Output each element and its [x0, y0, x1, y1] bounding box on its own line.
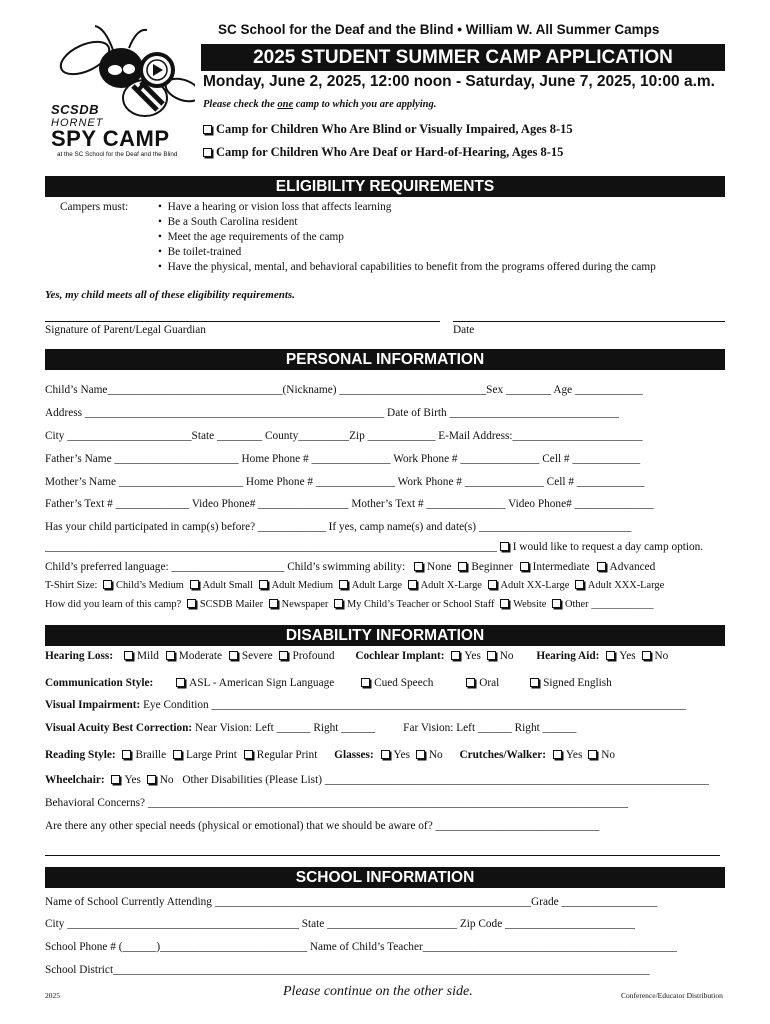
checkbox-crutches-no[interactable] — [588, 750, 597, 759]
checkbox-deaf[interactable] — [203, 148, 212, 157]
checkbox-hearing[interactable] — [279, 651, 288, 660]
camp-option-blind[interactable]: Camp for Children Who Are Blind or Visually Impaired, Ages 8-15 — [203, 122, 573, 137]
checkbox-swim-beginner[interactable] — [458, 562, 467, 571]
checkbox-wheelchair-yes[interactable] — [111, 775, 120, 784]
application-title: 2025 STUDENT SUMMER CAMP APPLICATION — [201, 44, 725, 71]
checkbox-aid-no[interactable] — [642, 651, 651, 660]
organization-header: SC School for the Deaf and the Blind • William W. All Summer Camps — [218, 22, 660, 37]
checkbox-reading[interactable] — [244, 750, 253, 759]
checkbox-swim-none[interactable] — [414, 562, 423, 571]
date-line[interactable] — [453, 321, 725, 322]
checkbox-learn[interactable] — [552, 599, 561, 608]
eligibility-confirm: Yes, my child meets all of these eligibility requirements. — [45, 289, 295, 301]
checkbox-tshirt[interactable] — [408, 580, 417, 589]
checkbox-crutches-yes[interactable] — [553, 750, 562, 759]
field-row-school-city[interactable]: City _________________________________________ State _______________________ Zip Code _______________________ — [45, 918, 635, 930]
checkbox-comm-cued[interactable] — [361, 678, 370, 687]
school-section-title: SCHOOL INFORMATION — [45, 867, 725, 888]
eligibility-section-title: ELIGIBILITY REQUIREMENTS — [45, 176, 725, 197]
checkbox-reading[interactable] — [173, 750, 182, 759]
checkbox-glasses-no[interactable] — [416, 750, 425, 759]
checkbox-comm-asl[interactable] — [176, 678, 185, 687]
field-row-special-needs[interactable]: Are there any other special needs (physical or emotional) that we should be aware of? _____________________________ — [45, 820, 600, 832]
field-row-prior-camp[interactable]: Has your child participated in camp(s) before? ____________ If yes, camp name(s) and date(s) ___________________________ — [45, 521, 632, 533]
field-row-reading[interactable]: Reading Style: Braille Large Print Regular Print Glasses: Yes No Crutches/Walker: Yes No — [45, 749, 615, 761]
logo-line-3: SPY CAMP — [51, 126, 170, 151]
checkbox-comm-signed[interactable] — [530, 678, 539, 687]
special-needs-extra-line[interactable] — [45, 855, 720, 856]
logo-line-1: SCSDB — [51, 102, 100, 117]
camp-option-deaf[interactable]: Camp for Children Who Are Deaf or Hard-of-Hearing, Ages 8-15 — [203, 145, 563, 160]
field-row-child-name[interactable]: Child’s Name_______________________________(Nickname) __________________________Sex ________ Age ____________ — [45, 384, 643, 396]
field-row-school-district[interactable]: School District_______________________________________________________________________________________________ — [45, 964, 650, 976]
field-row-school-name[interactable]: Name of School Currently Attending ________________________________________________________Grade _________________ — [45, 896, 658, 908]
eligibility-item: • Be toilet-trained — [158, 246, 242, 258]
checkbox-learn[interactable] — [500, 599, 509, 608]
personal-section-title: PERSONAL INFORMATION — [45, 349, 725, 370]
field-row-learn-of-camp[interactable]: How did you learn of this camp? SCSDB Mailer Newspaper My Child’s Teacher or School Staff Website Other ____________ — [45, 599, 654, 610]
field-row-school-phone[interactable]: School Phone # (______)__________________________ Name of Child’s Teacher_____________________________________________ — [45, 941, 677, 953]
checkbox-learn[interactable] — [269, 599, 278, 608]
date-label: Date — [453, 324, 475, 336]
checkbox-hearing[interactable] — [229, 651, 238, 660]
checkbox-swim-advanced[interactable] — [597, 562, 606, 571]
checkbox-tshirt[interactable] — [190, 580, 199, 589]
checkbox-tshirt[interactable] — [488, 580, 497, 589]
footer-continue: Please continue on the other side. — [283, 984, 473, 999]
checkbox-cochlear-yes[interactable] — [451, 651, 460, 660]
check-instructions: Please check the one camp to which you are applying. — [203, 99, 437, 110]
checkbox-learn[interactable] — [334, 599, 343, 608]
field-row-visual-impairment[interactable]: Visual Impairment: Eye Condition ____________________________________________________________________________________ — [45, 699, 686, 711]
checkbox-tshirt[interactable] — [259, 580, 268, 589]
eligibility-item: • Have the physical, mental, and behavioral capabilities to benefit from the programs offered during the camp — [158, 261, 656, 273]
disability-section-title: DISABILITY INFORMATION — [45, 625, 725, 646]
field-row-communication[interactable]: Communication Style: ASL - American Sign Language Cued Speech Oral Signed English — [45, 677, 612, 689]
logo-line-4: at the SC School for the Deaf and the Blind — [57, 151, 178, 158]
logo-line-2: HORNET — [51, 117, 104, 129]
field-row-mother[interactable]: Mother’s Name ______________________ Home Phone # ______________ Work Phone # ______________ Cell # ____________ — [45, 476, 645, 488]
checkbox-reading[interactable] — [122, 750, 131, 759]
field-row-city[interactable]: City ______________________State ________ County_________Zip ____________ E-Mail Address:_______________________ — [45, 430, 643, 442]
field-row-hearing[interactable]: Hearing Loss: Mild Moderate Severe Profound Cochlear Implant: Yes No Hearing Aid: Yes No — [45, 650, 669, 662]
eligibility-item: • Have a hearing or vision loss that affects learning — [158, 201, 392, 213]
checkbox-blind[interactable] — [203, 125, 212, 134]
checkbox-cochlear-no[interactable] — [487, 651, 496, 660]
checkbox-day-camp[interactable] — [500, 542, 509, 551]
spy-camp-logo — [45, 20, 195, 160]
camp-dates: Monday, June 2, 2025, 12:00 noon - Saturday, June 7, 2025, 10:00 a.m. — [203, 73, 715, 90]
checkbox-hearing[interactable] — [124, 651, 133, 660]
field-row-acuity[interactable]: Visual Acuity Best Correction: Near Vision: Left ______ Right ______ Far Vision: Left ______ Right ______ — [45, 722, 577, 734]
checkbox-hearing[interactable] — [166, 651, 175, 660]
checkbox-learn[interactable] — [187, 599, 196, 608]
signature-label: Signature of Parent/Legal Guardian — [45, 324, 206, 336]
field-row-behavioral[interactable]: Behavioral Concerns? _____________________________________________________________________________________ — [45, 797, 629, 809]
field-row-tshirt[interactable]: T-Shirt Size: Child’s Medium Adult Small Adult Medium Adult Large Adult X-Large Adult XX-Large Adult XXX-Large — [45, 580, 665, 591]
field-row-wheelchair[interactable]: Wheelchair: Yes No Other Disabilities (Please List) ____________________________________________________________________ — [45, 774, 709, 786]
checkbox-swim-intermediate[interactable] — [520, 562, 529, 571]
checkbox-glasses-yes[interactable] — [381, 750, 390, 759]
checkbox-tshirt[interactable] — [575, 580, 584, 589]
eligibility-item: • Meet the age requirements of the camp — [158, 231, 344, 243]
field-row-language-swim[interactable]: Child’s preferred language: ____________________ Child’s swimming ability: None Beginner Intermediate Advanced — [45, 561, 656, 573]
signature-line[interactable] — [45, 321, 440, 322]
checkbox-aid-yes[interactable] — [606, 651, 615, 660]
footer-year: 2025 — [45, 991, 60, 1000]
checkbox-tshirt[interactable] — [339, 580, 348, 589]
eligibility-item: • Be a South Carolina resident — [158, 216, 298, 228]
campers-must-label: Campers must: — [60, 201, 129, 213]
footer-distribution: Conference/Educator Distribution — [621, 991, 723, 1000]
field-row-address[interactable]: Address _____________________________________________________ Date of Birth ______________________________ — [45, 407, 619, 419]
checkbox-comm-oral[interactable] — [466, 678, 475, 687]
checkbox-tshirt[interactable] — [103, 580, 112, 589]
field-row-father[interactable]: Father’s Name ______________________ Home Phone # ______________ Work Phone # ______________ Cell # ____________ — [45, 453, 641, 465]
checkbox-wheelchair-no[interactable] — [147, 775, 156, 784]
field-row-text-phones[interactable]: Father’s Text # _____________ Video Phone# ________________ Mother’s Text # ______________ Video Phone# ______________ — [45, 498, 654, 510]
field-row-day-camp[interactable]: ________________________________________________________________________________ I would like to request a day camp option. — [45, 541, 704, 553]
